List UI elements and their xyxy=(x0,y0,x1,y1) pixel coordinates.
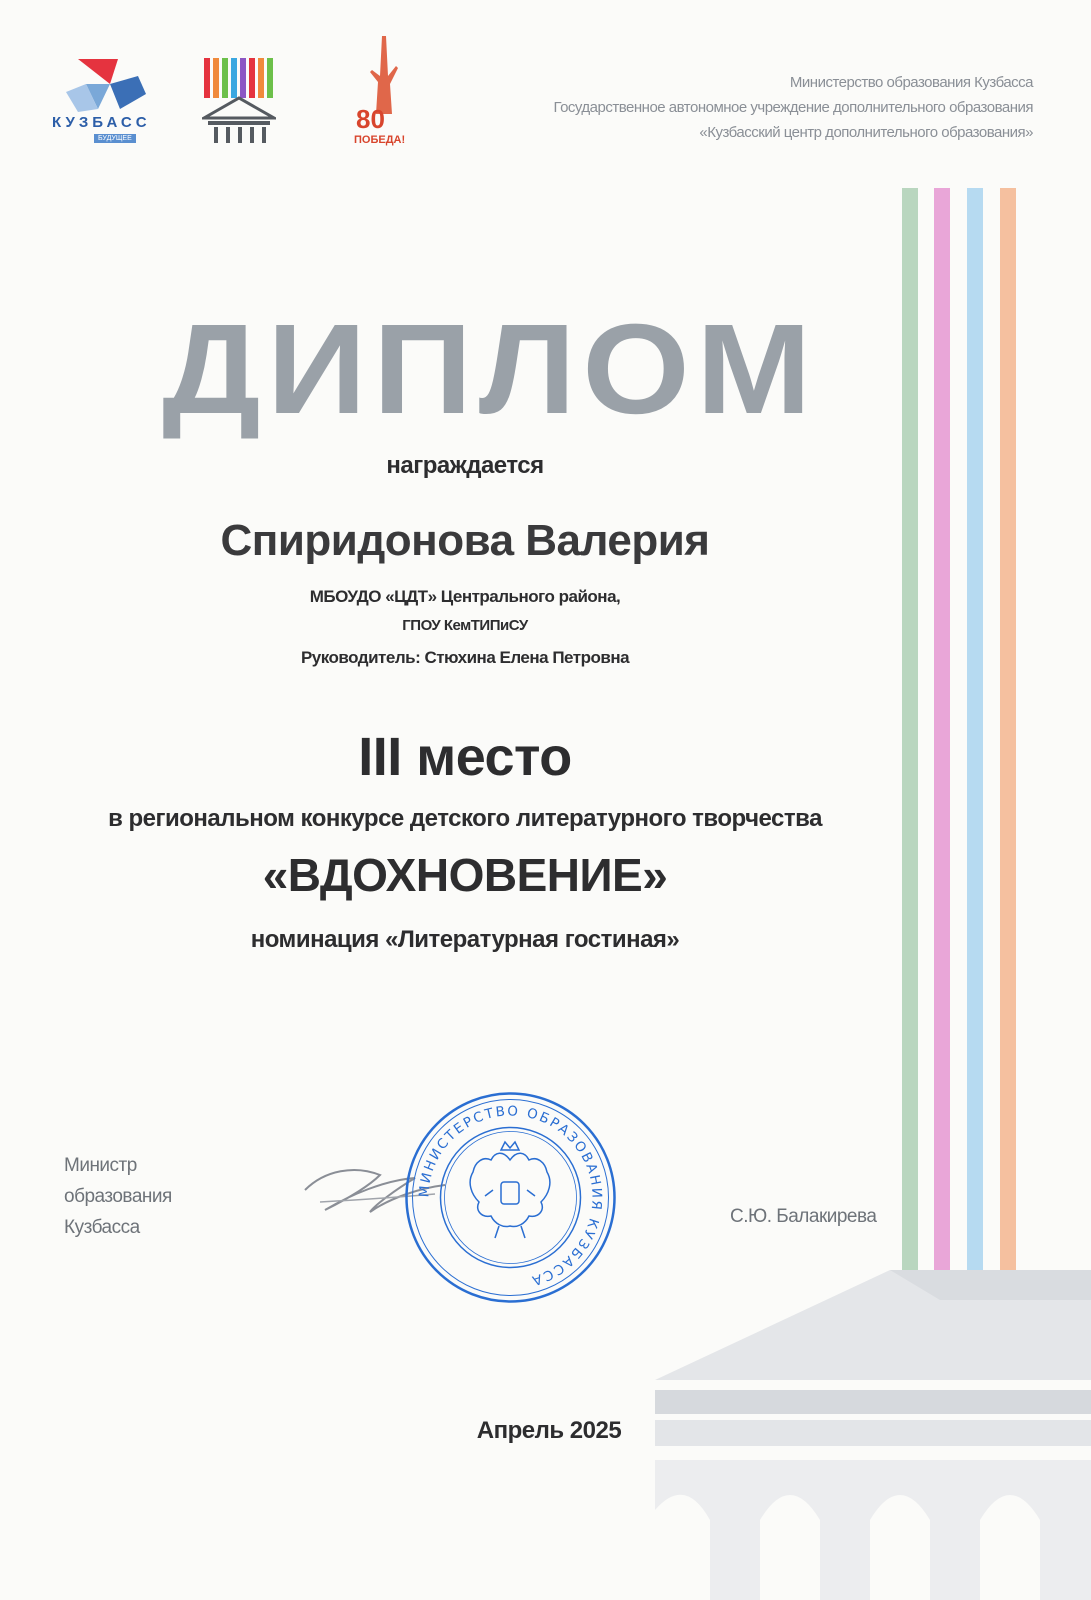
recipient-supervisor: Руководитель: Стюхина Елена Петровна xyxy=(300,648,630,667)
contest-name: «ВДОХНОВЕНИЕ» xyxy=(262,849,668,901)
org-line-3: «Кузбасский центр дополнительного образования» xyxy=(699,124,1033,141)
date-label: Апрель 2025 xyxy=(476,1417,622,1444)
diploma-title: ДИПЛОМ xyxy=(162,298,818,441)
stamp-ring-text: МИНИСТЕРСТВО ОБРАЗОВАНИЯ КУЗБАССА xyxy=(416,1103,605,1289)
contest-line: в региональном конкурсе детского литературного творчества xyxy=(108,805,822,832)
signer-position-line-3: Кузбасса xyxy=(64,1217,140,1238)
signer-position xyxy=(64,1150,172,1243)
signer-position-line-2: образования xyxy=(64,1186,172,1207)
victory-80-number: 80 xyxy=(356,104,385,134)
recipient-school-line-1: МБОУДО «ЦДТ» Центрального района, xyxy=(309,587,621,606)
recipient-school-line-2: ГПОУ КемТИПиСУ xyxy=(402,617,528,634)
awarded-label: награждается xyxy=(386,452,544,479)
kuzbass-logo-text: КУЗБАСС xyxy=(52,114,151,131)
victory-80-word: ПОБЕДА! xyxy=(354,134,406,146)
contest-nomination: номинация «Литературная гостиная» xyxy=(250,926,680,953)
kuzbass-logo-sub: БУДУЩЕЕ xyxy=(94,134,136,143)
official-stamp xyxy=(403,1090,618,1305)
place-label: III место xyxy=(358,727,572,787)
recipient-name: Спиридонова Валерия xyxy=(220,516,710,565)
signer-position-line-1: Министр xyxy=(64,1155,137,1176)
center-logo xyxy=(202,58,276,146)
coat-of-arms-eagle-icon xyxy=(470,1142,550,1238)
kuzbass-logo xyxy=(48,54,178,154)
org-line-2: Государственное автономное учреждение дополнительного образования xyxy=(553,99,1033,116)
signer-name: С.Ю. Балакирева xyxy=(730,1206,877,1227)
org-line-1: Министерство образования Кузбасса xyxy=(789,74,1033,91)
victory-80-logo xyxy=(352,36,418,156)
